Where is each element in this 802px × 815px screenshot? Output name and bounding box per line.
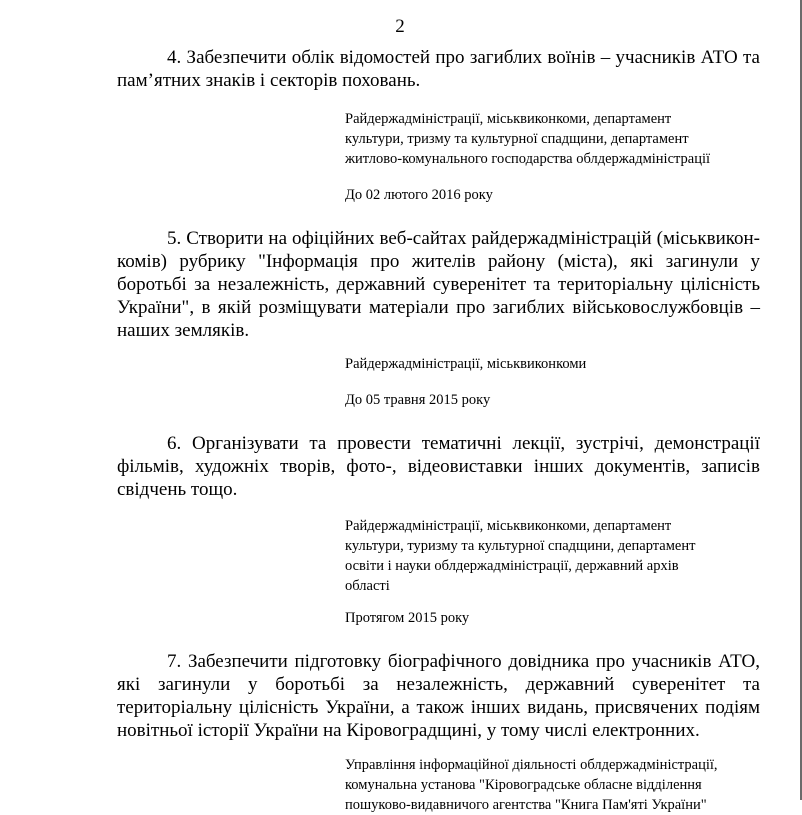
responsible-line: культури, тризму та культурної спадщини, департамент	[345, 131, 689, 147]
page-number: 2	[395, 16, 405, 37]
item-4-text: 4. Забезпечити облік відомостей про загиблих воїнів – учасників АТО та пам’ятних знаків і секторів поховань.	[117, 47, 760, 91]
item-7-text: 7. Забезпечити підготовку біографічного довідника про учасників АТО, які загинули у боротьбі за незалежність, державний суверенітет та територіальну цілісність України, а також інших видань, присвячених подіям новітньої історії України на Кіровоградщині, у тому числі електронних.	[117, 651, 760, 741]
responsible-line: області	[345, 578, 390, 594]
responsible-line: Райдержадміністрації, міськвиконкоми, департамент	[345, 518, 672, 534]
item-4-deadline: До 02 лютого 2016 року	[345, 187, 493, 203]
responsible-line: Райдержадміністрації, міськвиконкоми	[345, 356, 587, 372]
item-5-text: 5. Створити на офіційних веб-сайтах райдержадміністрацій (міськвикон-комів) рубрику "Інформація про жителів району (міста), які загинули у боротьбі за незалежність, державний суверенітет та територіальну цілісність України", в якій розміщувати матеріали про загиблих військовослужбовців – наших земляків.	[117, 228, 760, 341]
responsible-line: комунальна установа "Кіровоградське обласне відділення	[345, 777, 702, 793]
responsible-line: житлово-комунального господарства облдержадміністрації	[345, 151, 711, 167]
responsible-line: освіти і науки облдержадміністрації, державний архів	[345, 558, 679, 574]
responsible-line: пошуково-видавничого агентства "Книга Пам'яті України"	[345, 797, 707, 813]
item-5-deadline: До 05 травня 2015 року	[345, 392, 491, 408]
item-7-responsible	[345, 755, 765, 815]
item-6-responsible	[345, 516, 765, 596]
item-6-text: 6. Організувати та провести тематичні лекції, зустрічі, демонстрації фільмів, художніх творів, фото-, відеовиставки інших документів, записів свідчень тощо.	[117, 433, 760, 500]
responsible-line: Райдержадміністрації, міськвиконкоми, департамент	[345, 111, 672, 127]
item-5-responsible	[345, 354, 765, 374]
item-4-responsible	[345, 109, 765, 169]
responsible-line: культури, туризму та культурної спадщини, департамент	[345, 538, 696, 554]
item-6-deadline: Протягом 2015 року	[345, 610, 470, 626]
responsible-line: Управління інформаційної діяльності облдержадміністрації,	[345, 757, 718, 773]
